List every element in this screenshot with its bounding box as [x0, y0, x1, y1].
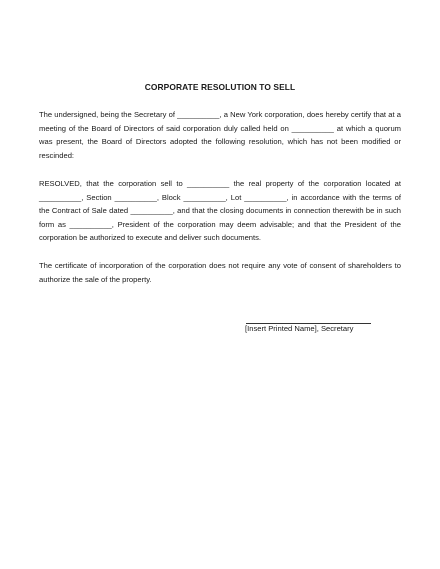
- resolution-paragraph: RESOLVED, that the corporation sell to __________ the real property of the corporation located at __________, Section __________, Block __________, Lot __________, in accordance with the terms of the Contract of Sale dated __________, and that the closing documents in connection therewith be in such form as __________, President of the corporation may deem advisable; and that the President of the corporation be authorized to execute and deliver such documents.: [39, 179, 401, 242]
- certification-paragraph: The undersigned, being the Secretary of __________, a New York corporation, does hereby certify that at a meeting of the Board of Directors of said corporation duly called held on __________ at which a quorum was present, the Board of Directors adopted the following resolution, which has not been modified or rescinded:: [39, 110, 401, 160]
- signature-label: [Insert Printed Name], Secretary: [245, 324, 354, 333]
- shareholder-consent-paragraph: The certificate of incorporation of the corporation does not require any vote of consent of shareholders to authorize the sale of the property.: [39, 261, 401, 284]
- document-title: CORPORATE RESOLUTION TO SELL: [144, 82, 296, 92]
